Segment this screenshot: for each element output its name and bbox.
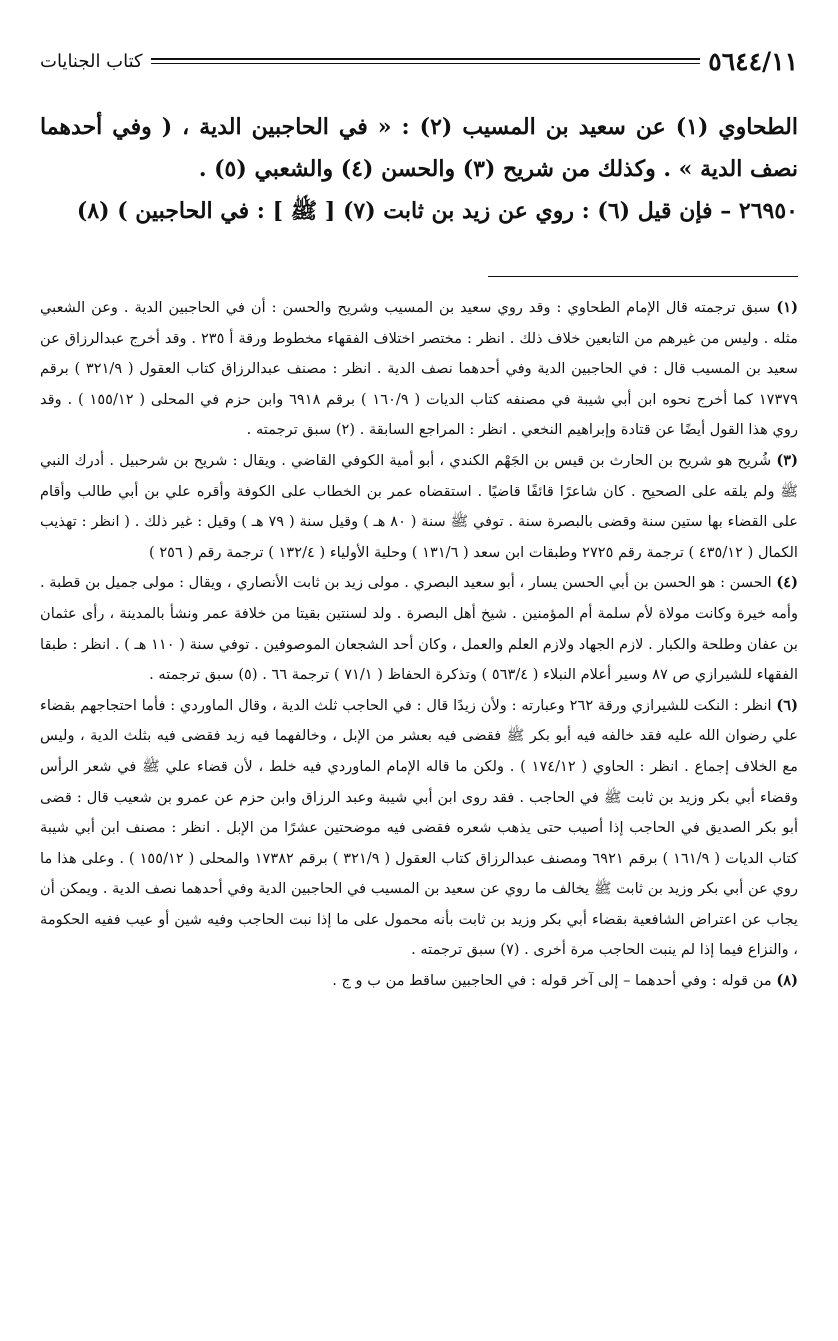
footnote-8 — [40, 966, 798, 997]
footnote-text: انظر : النكت للشيرازي ورقة ٢٦٢ وعبارته : ولأن زيدًا قال : في الحاجب ثلث الدية ، وقال الماوردي : فأما احتجاجهم بقضاء علي رضوان الله عليه فقد خالفه فيه أبو بكر ﷺ فقضى فيه بعشر من الإبل ، وخالفهما فيه زيد فقضى فيه بثلث الدية ، وليس مع الخلاف إجماع . انظر : الحاوي ( ١٧٤/١٢ ) . ولكن ما قاله الإمام الماوردي فيه خلط ، لأن قضاء علي ﷺ في شعر الرأس وقضاء أبي بكر وزيد بن ثابت ﷺ في الحاجب . فقد روى ابن أبي شيبة وعبد الرزاق وابن حزم عن عمرو بن شعيب قال : قضى أبو بكر الصديق في الحاجب إذا أصيب حتى يذهب شعره فقضى فيه موضحتين عشرًا من الإبل . انظر : مصنف ابن أبي شيبة كتاب الديات ( ١٦١/٩ ) برقم ٦٩٢١ ومصنف عبدالرزاق كتاب العقول ( ٣٢١/٩ ) برقم ١٧٣٨٢ والمحلى ( ١٥٥/١٢ ) . وعلى هذا ما روي عن أبي بكر وزيد بن ثابت ﷺ يخالف ما روي عن سعيد بن المسيب في الحاجبين الدية وفي أحدهما نصف الدية . ويمكن أن يجاب عن اعتراض الشافعية بقضاء أبي بكر وزيد بن ثابت بأنه محمول على ما إذا نبت الحاجب وفيه شين أو عيب ففيه الحكومة ، والنزاع فيما إذا لم ينبت الحاجب مرة أخرى . (٧) سبق ترجمته . — [40, 696, 798, 959]
page-number: ٥٦٤٤/١١ — [708, 46, 798, 76]
main-paragraph-1: الطحاوي (١) عن سعيد بن المسيب (٢) : « في الحاجبين الدية ، ( وفي أحدهما نصف الدية » . وكذلك من شريح (٣) والحسن (٤) والشعبي (٥) . — [40, 114, 798, 182]
footnote-mark: (٦) — [776, 696, 798, 714]
main-paragraph-2: ٢٦٩٥٠ – فإن قيل (٦) : روي عن زيد بن ثابت (٧) [ ﷺ ] : في الحاجبين ) (٨) — [76, 198, 798, 224]
footnote-3 — [40, 446, 798, 568]
footnote-mark: (١) — [776, 299, 798, 316]
footnote-mark: (٣) — [776, 451, 798, 469]
footnote-text: من قوله : وفي أحدهما – إلى آخر قوله : في الحاجبين ساقط من ب و ج . — [332, 972, 772, 990]
main-text — [40, 106, 798, 232]
footnote-4 — [40, 568, 798, 690]
footnote-text: سبق ترجمته قال الإمام الطحاوي : وقد روي سعيد بن المسيب وشريح والحسن : أن في الحاجبين الدية . وعن الشعبي مثله . وليس من غيرهم من التابعين خلاف ذلك . انظر : مختصر اختلاف الفقهاء مخطوط ورقة أ ٢٣٥ . وقد أخرج عبدالرزاق عن سعيد بن المسيب قال : في الحاجبين الدية وفي أحدهما نصف الدية . انظر : مصنف عبدالرزاق كتاب العقول ( ٣٢١/٩ ) برقم ١٧٣٧٩ كما أخرج نحوه ابن أبي شيبة في مصنفه كتاب الديات ( ١٦٠/٩ ) برقم ٦٩١٨ وابن حزم في المحلى ( ١٥٥/١٢ ) . وقد روي هذا القول أيضًا عن قتادة وإبراهيم النخعي . انظر : المراجع السابقة . (٢) سبق ترجمته . — [40, 299, 799, 439]
footnote-6 — [40, 691, 798, 966]
footnote-text: الحسن : هو الحسن بن أبي الحسن يسار ، أبو سعيد البصري . مولى زيد بن ثابت الأنصاري ، ويقال : مولى جميل بن قطبة . وأمه خيرة وكانت مولاة لأم سلمة أم المؤمنين . شيخ أهل البصرة . ولد لسنتين بقيتا من خلافة عمر ونشأ بالمدينة ، رأى عثمان بن عفان وطلحة والكبار . لازم الجهاد ولازم العلم والعمل ، وكان أحد الشجعان الموصوفين . توفي سنة ( ١١٠ هـ ) . انظر : طبقا الفقهاء للشيرازي ص ٨٧ وسير أعلام النبلاء ( ٥٦٣/٤ ) وتذكرة الحفاظ ( ٧١/١ ) ترجمة ٦٦ . (٥) سبق ترجمته . — [40, 574, 798, 684]
footnote-mark: (٤) — [776, 574, 799, 592]
footnote-divider — [488, 276, 798, 277]
footnotes — [40, 293, 798, 997]
page-header — [40, 40, 798, 82]
footnote-1 — [40, 293, 798, 446]
footnote-text: شُريح هو شريح بن الحارث بن قيس بن الجَهْم الكندي ، أبو أمية الكوفي القاضي . ويقال : شريح بن شرحبيل . أدرك النبي ﷺ ولم يلقه على الصحيح . كان شاعرًا قائفًا قاضيًا . استقضاه عمر بن الخطاب على الكوفة وأقره علي بن أبي طالب وأقام على القضاء بها ستين سنة وقضى بالبصرة سنة . توفي ﷺ سنة ( ٨٠ هـ ) وقيل سنة ( ٧٩ هـ ) وقيل : غير ذلك . ( انظر : تهذيب الكمال ( ٤٣٥/١٢ ) ترجمة رقم ٢٧٢٥ وطبقات ابن سعد ( ١٣١/٦ ) وحلية الأولياء ( ١٣٢/٤ ) ترجمة رقم ( ٢٥٦ ) — [40, 451, 798, 561]
header-rule — [151, 58, 701, 64]
book-title: كتاب الجنايات — [40, 50, 143, 72]
footnote-mark: (٨) — [776, 972, 798, 990]
